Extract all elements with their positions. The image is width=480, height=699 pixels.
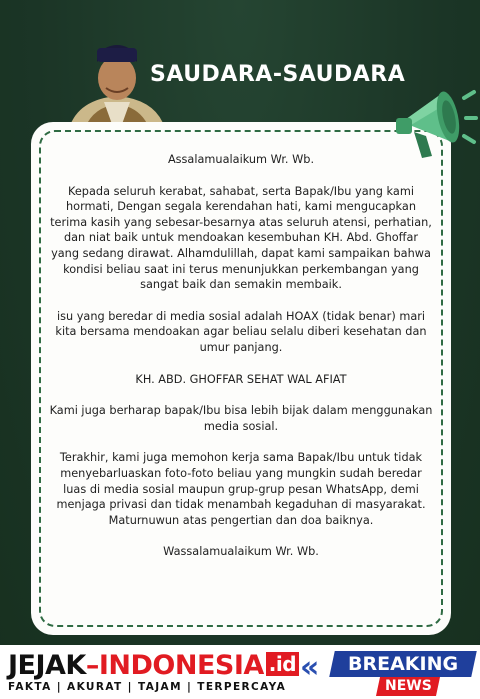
- letter-closing: Wassalamualaikum Wr. Wb.: [163, 545, 319, 559]
- letter-paragraph-3: Kami juga berharap bapak/Ibu bisa lebih bijak dalam menggunakan media sosial.: [49, 404, 433, 433]
- site-tagline: FAKTA | AKURAT | TAJAM | TERPERCAYA: [8, 681, 287, 693]
- breaking-news-badge: [300, 647, 476, 697]
- letter-headline: KH. ABD. GHOFFAR SEHAT WAL AFIAT: [135, 372, 347, 386]
- news-label: NEWS: [376, 677, 440, 696]
- logo-tld: .id: [266, 652, 299, 676]
- logo-jejak: JEJAK: [8, 650, 86, 681]
- logo-dash: –: [85, 650, 99, 681]
- letter-body: [49, 152, 433, 576]
- page-title: SAUDARA-SAUDARA: [150, 62, 406, 87]
- letter-greeting: Assalamualaikum Wr. Wb.: [167, 153, 315, 166]
- footer-bar: [0, 645, 480, 699]
- logo-indonesia: INDONESIA: [98, 650, 264, 681]
- breaking-label: BREAKING: [329, 651, 477, 677]
- site-logo[interactable]: [8, 651, 299, 682]
- chevrons-left-icon: «: [300, 650, 320, 685]
- letter-card: [31, 122, 451, 635]
- letter-paragraph-4: Terakhir, kami juga memohon kerja sama Bapak/Ibu untuk tidak menyebarluaskan foto-foto beliau yang mungkin sudah beredar luas di media sosial maupun grup-grup pesan WhatsApp, demi menjaga privasi dan tidak menambah kegaduhan di masyarakat. Maturnuwun atas pengertian dan doa baiknya.: [56, 451, 426, 527]
- letter-paragraph-2: isu yang beredar di media sosial adalah HOAX (tidak benar) mari kita bersama mendoakan agar beliau selalu diberi kesehatan dan umur panjang.: [55, 309, 427, 354]
- letter-paragraph-1: Kepada seluruh kerabat, sahabat, serta Bapak/Ibu yang kami hormati, Dengan segala kerendahan hati, kami mengucapkan terima kasih yang sebesar-besarnya atas seluruh atensi, perhatian, dan niat baik untuk mendoakan kesembuhan KH. Abd. Ghoffar yang sedang dirawat. Alhamdulillah, dapat kami sampaikan bahwa kondisi beliau saat ini terus menunjukkan perkembangan yang sangat baik dan semakin membaik.: [50, 184, 432, 292]
- megaphone-icon: [392, 78, 478, 170]
